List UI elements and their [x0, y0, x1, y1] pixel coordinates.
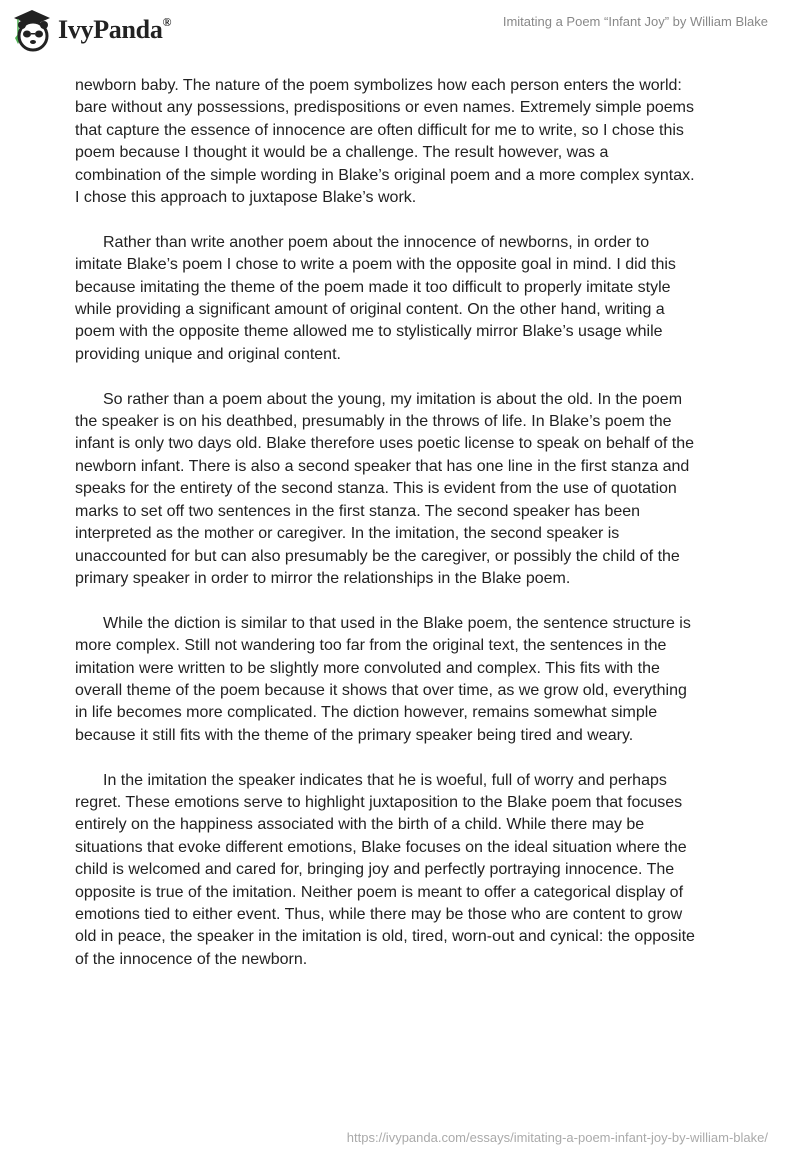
text-line: So rather than a poem about the young, my imitation is about the old. In the poem: [103, 390, 683, 408]
text-line: bare without any possessions, predispositions or even names. Extremely simple poems: [75, 99, 694, 117]
text-line: regret. These emotions serve to highlight juxtaposition to the Blake poem that focuses: [75, 793, 683, 811]
text-line: that capture the essence of innocence are often difficult for me to write, so I chose this: [75, 121, 684, 139]
essay-body: [75, 75, 735, 994]
paragraph: [75, 232, 735, 366]
text-line: newborn baby. The nature of the poem symbolizes how each person enters the world:: [75, 77, 682, 94]
paragraph: [75, 613, 735, 747]
text-line: providing unique and original content.: [75, 345, 341, 363]
text-line: overall theme of the poem because it shows that over time, as we grow old, everything: [75, 681, 687, 699]
text-line: emotions tied to either event. Thus, while there may be those who are content to grow: [75, 905, 683, 923]
page-header: [0, 0, 800, 60]
text-line: more complex. Still not wandering too far from the original text, the sentences in the: [75, 637, 667, 655]
text-line: marks to set off two sentences in the first stanza. The second speaker has been: [75, 502, 641, 520]
text-line: combination of the simple wording in Blake’s original poem and a more complex syntax.: [75, 166, 695, 184]
text-line: opposite is true of the imitation. Neither poem is meant to offer a categorical display of: [75, 883, 684, 901]
text-line: entirely on the happiness associated with the birth of a child. While there may be: [75, 816, 645, 834]
text-line: poem because I thought it would be a challenge. The result however, was a: [75, 144, 609, 162]
text-line: newborn infant. There is also a second speaker that has one line in the first stanza and: [75, 457, 690, 475]
registered-mark: ®: [162, 15, 172, 29]
panda-graduate-icon: [12, 8, 52, 52]
text-line: in life becomes more complicated. The diction however, remains somewhat simple: [75, 704, 658, 722]
brand-name: [58, 15, 171, 45]
text-line: I chose this approach to juxtapose Blake’s work.: [75, 189, 417, 207]
brand-text: IvyPanda: [58, 15, 163, 44]
text-line: primary speaker in order to mirror the relationships in the Blake poem.: [75, 569, 571, 587]
text-line: poem with the opposite theme allowed me to stylistically mirror Blake’s usage while: [75, 323, 663, 341]
paragraph: [75, 389, 735, 591]
text-line: of the innocence of the newborn.: [75, 950, 308, 968]
text-line: because imitating the theme of the poem made it too difficult to properly imitate style: [75, 278, 671, 296]
footer-url[interactable]: https://ivypanda.com/essays/imitating-a-poem-infant-joy-by-william-blake/: [346, 1130, 768, 1145]
text-line: interpreted as the mother or caregiver. In the imitation, the second speaker is: [75, 525, 620, 543]
text-line: the speaker is on his deathbed, presumably in the throws of life. In Blake’s poem the: [75, 413, 672, 431]
text-line: child is welcomed and cared for, bringing joy and perfectly portraying innocence. The: [75, 861, 675, 879]
text-line: imitation were written to be slightly more convoluted and complex. This fits with the: [75, 659, 660, 677]
text-line: Rather than write another poem about the innocence of newborns, in order to: [103, 233, 650, 251]
paragraph: [75, 770, 735, 972]
text-line: In the imitation the speaker indicates that he is woeful, full of worry and perhaps: [103, 771, 667, 789]
text-line: While the diction is similar to that used in the Blake poem, the sentence structure is: [103, 614, 691, 632]
text-line: while providing a significant amount of original content. On the other hand, writing a: [75, 301, 665, 319]
paragraph: [75, 75, 735, 209]
text-line: unaccounted for but can also presumably be the caregiver, or possibly the child of the: [75, 547, 680, 565]
ivypanda-logo[interactable]: [12, 8, 171, 52]
text-line: old in peace, the speaker in the imitation is old, tired, worn-out and cynical: the opposite: [75, 928, 695, 946]
text-line: speaks for the entirety of the second stanza. This is evident from the use of quotation: [75, 480, 677, 498]
text-line: infant is only two days old. Blake therefore uses poetic license to speak on behalf of the: [75, 435, 695, 453]
text-line: imitate Blake’s poem I chose to write a poem with the opposite goal in mind. I did this: [75, 256, 676, 274]
text-line: because it still fits with the theme of the primary speaker being tired and weary.: [75, 726, 634, 744]
text-line: situations that evoke different emotions, Blake focuses on the ideal situation where the: [75, 838, 687, 856]
document-title: Imitating a Poem “Infant Joy” by William Blake: [502, 14, 768, 29]
